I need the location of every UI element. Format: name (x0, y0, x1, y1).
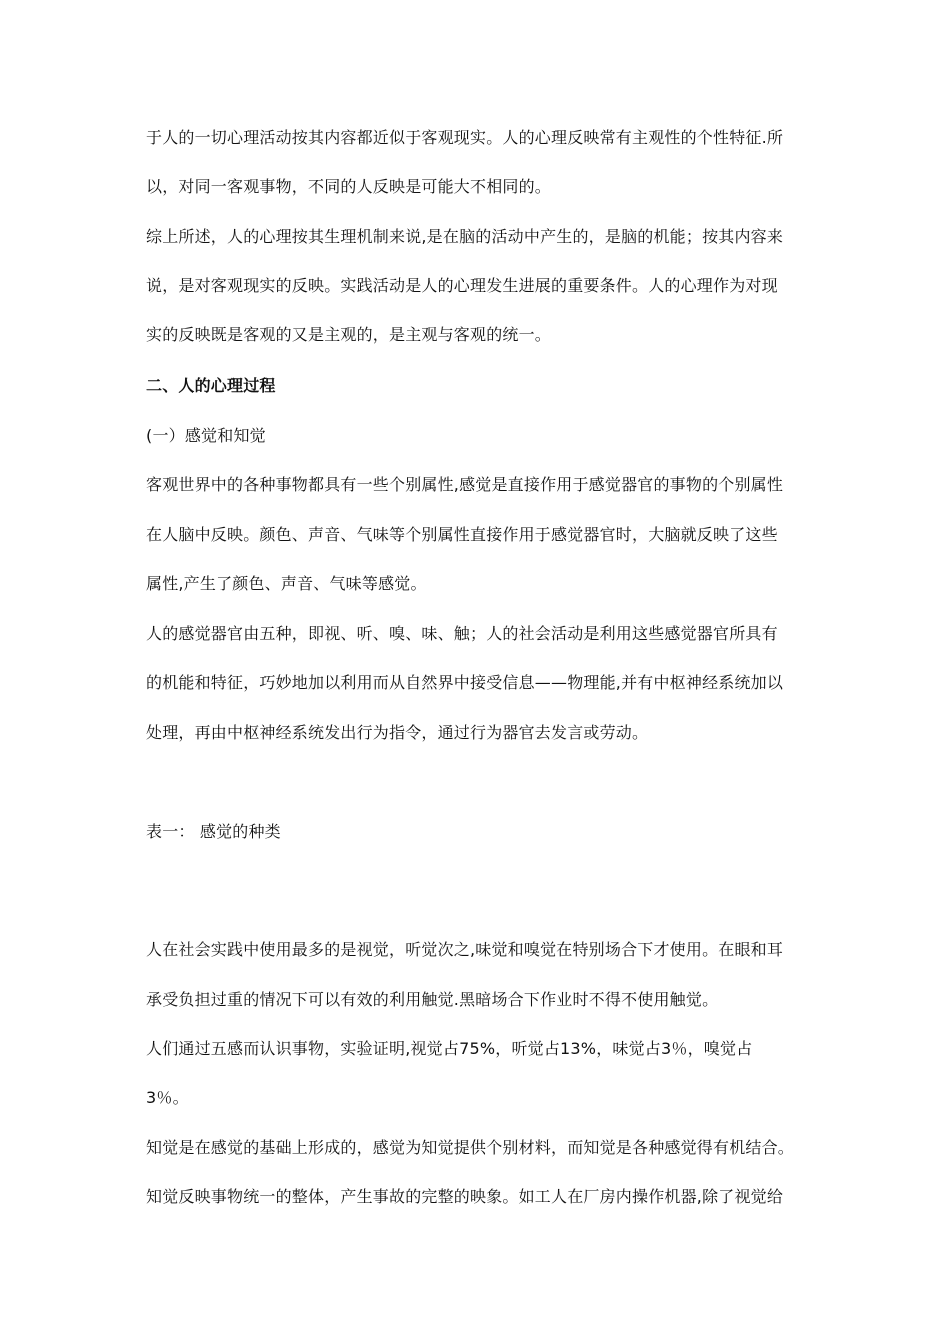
paragraph-line: 的机能和特征，巧妙地加以利用而从自然界中接受信息——物理能,并有中枢神经系统加以 (146, 673, 784, 692)
paragraph-line: 承受负担过重的情况下可以有效的利用触觉.黑暗场合下作业时不得不使用触觉。 (146, 990, 719, 1009)
paragraph-line: 属性,产生了颜色、声音、气味等感觉。 (146, 574, 427, 593)
paragraph-line: 实的反映既是客观的又是主观的，是主观与客观的统一。 (146, 325, 552, 344)
subsection-heading: (一）感觉和知觉 (146, 426, 266, 445)
paragraph-line: 处理，再由中枢神经系统发出行为指令，通过行为器官去发言或劳动。 (146, 723, 649, 742)
section-heading: 二、人的心理过程 (146, 376, 276, 395)
paragraph-line: 在人脑中反映。颜色、声音、气味等个别属性直接作用于感觉器官时，大脑就反映了这些 (146, 525, 778, 544)
paragraph-line: 客观世界中的各种事物都具有一些个别属性,感觉是直接作用于感觉器官的事物的个别属性 (146, 475, 784, 494)
table-caption: 表一： 感觉的种类 (146, 822, 281, 841)
paragraph-line: 人们通过五感而认识事物，实验证明,视觉占75%，听觉占13%，味觉占3％，嗅觉占 (146, 1039, 753, 1058)
paragraph-line: 以，对同一客观事物，不同的人反映是可能大不相同的。 (146, 177, 552, 196)
paragraph-line: 于人的一切心理活动按其内容都近似于客观现实。人的心理反映常有主观性的个性特征.所 (146, 128, 784, 147)
paragraph-line: 说，是对客观现实的反映。实践活动是人的心理发生进展的重要条件。人的心理作为对现 (146, 276, 778, 295)
paragraph-line: 知觉反映事物统一的整体，产生事故的完整的映象。如工人在厂房内操作机器,除了视觉给 (146, 1187, 784, 1206)
paragraph-line: 综上所述，人的心理按其生理机制来说,是在脑的活动中产生的，是脑的机能；按其内容来 (146, 227, 784, 246)
paragraph-line: 人在社会实践中使用最多的是视觉，听觉次之,味觉和嗅觉在特别场合下才使用。在眼和耳 (146, 940, 784, 959)
paragraph-line: 人的感觉器官由五种，即视、听、嗅、味、触；人的社会活动是利用这些感觉器官所具有 (146, 624, 778, 643)
paragraph-line: 知觉是在感觉的基础上形成的，感觉为知觉提供个别材料，而知觉是各种感觉得有机结合。 (146, 1138, 795, 1157)
paragraph-line: 3％。 (146, 1088, 189, 1107)
